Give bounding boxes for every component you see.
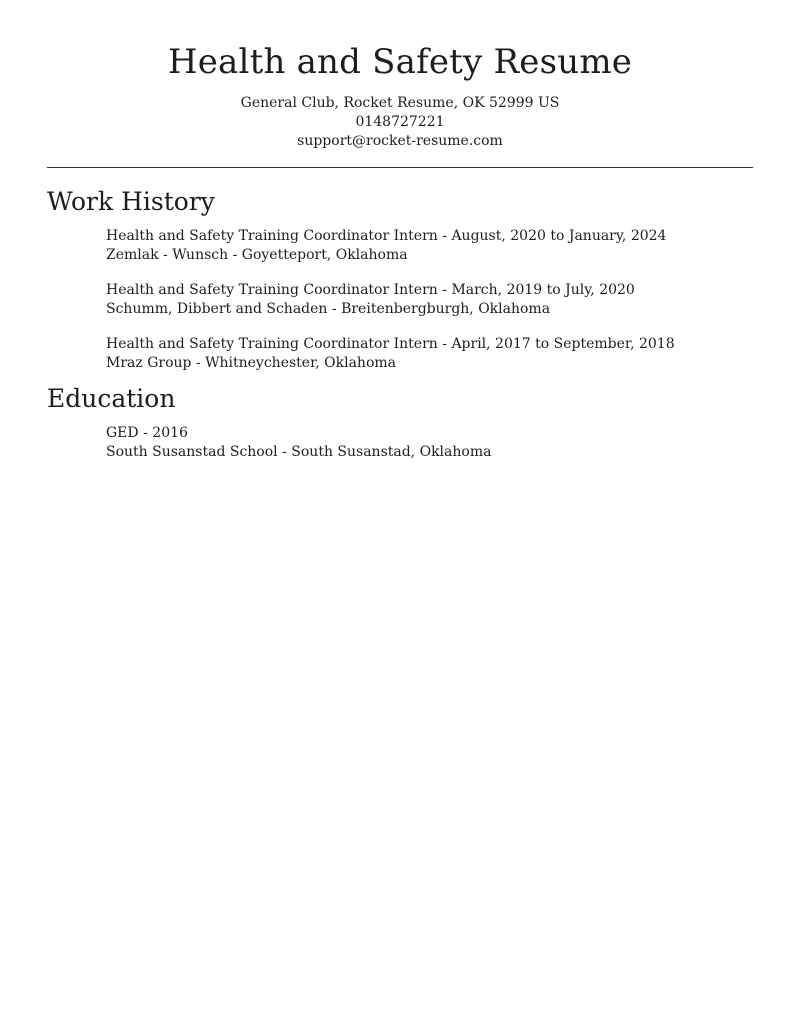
separator: - [191,355,206,371]
resume-header [0,40,800,151]
employer-location: Breitenbergburgh, Oklahoma [341,301,551,317]
school-location: South Susanstad, Oklahoma [291,444,492,460]
employer-name: Mraz Group [106,355,192,371]
header-divider [47,167,753,168]
contact-address: General Club, Rocket Resume, OK 52999 US [240,95,560,111]
separator: - [437,228,452,244]
employer-name: Schumm, Dibbert and Schaden [106,301,328,317]
job-dates: August, 2020 to January, 2024 [451,228,667,244]
work-entry [106,281,746,319]
work-entry-employer-line [106,246,746,265]
work-entry-title-line [106,227,746,246]
page-title: Health and Safety Resume [167,42,633,82]
employer-name: Zemlak - Wunsch [106,247,229,263]
work-entry-employer-line [106,300,746,319]
separator: - [437,282,452,298]
degree-name: GED [106,425,139,441]
work-history-heading: Work History [47,187,215,216]
work-entry-title-line [106,281,746,300]
separator: - [277,444,292,460]
separator: - [327,301,342,317]
education-entry [106,424,746,462]
separator: - [138,425,153,441]
work-entry-title-line [106,335,746,354]
education-degree-line [106,424,746,443]
separator: - [228,247,242,263]
graduation-year: 2016 [152,425,188,441]
education-heading: Education [47,384,176,413]
job-title: Health and Safety Training Coordinator Intern [106,282,438,298]
employer-location: Goyetteport, Oklahoma [241,247,408,263]
contact-phone: 0148727221 [355,114,445,130]
work-entry-employer-line [106,354,746,373]
work-entry [106,335,746,373]
job-title: Health and Safety Training Coordinator Intern [106,228,438,244]
job-dates: April, 2017 to September, 2018 [451,336,675,352]
separator: - [437,336,452,352]
employer-location: Whitneychester, Oklahoma [205,355,396,371]
job-title: Health and Safety Training Coordinator Intern [106,336,438,352]
job-dates: March, 2019 to July, 2020 [451,282,635,298]
contact-email: support@rocket-resume.com [297,133,503,149]
work-entry [106,227,746,265]
school-name: South Susanstad School [106,444,278,460]
education-school-line [106,443,746,462]
